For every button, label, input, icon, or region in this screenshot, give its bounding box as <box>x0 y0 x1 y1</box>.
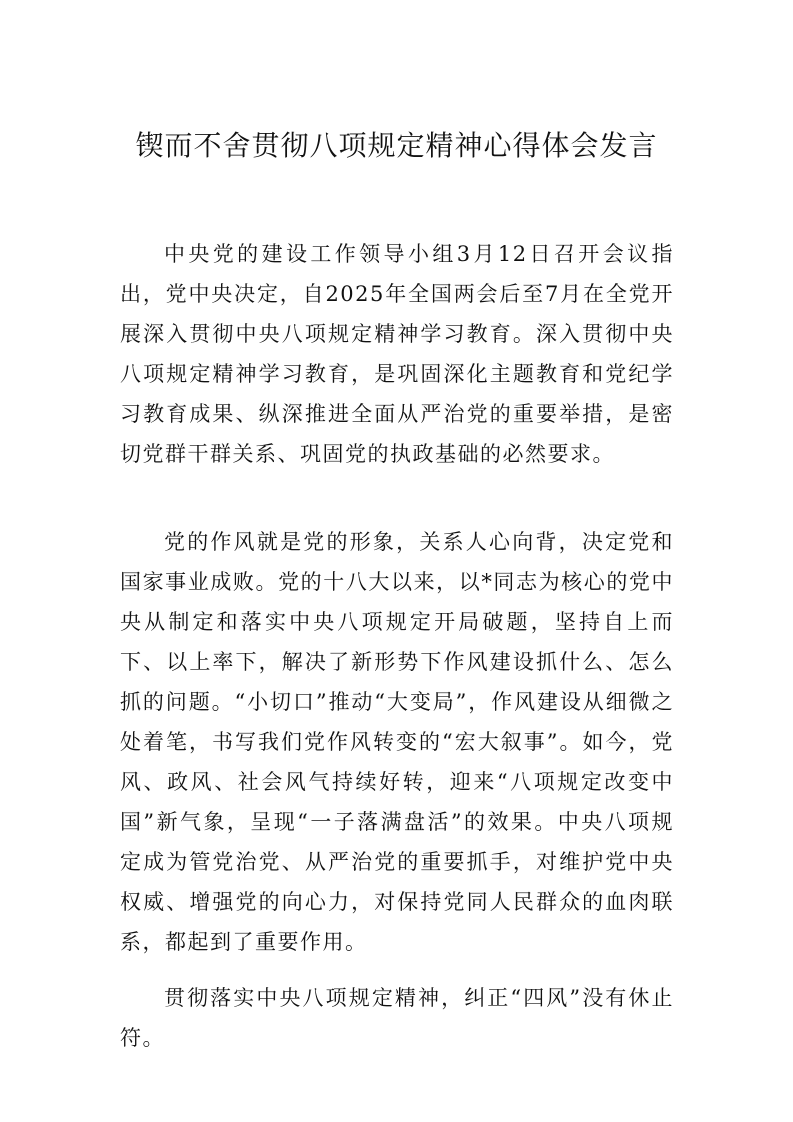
paragraph: 中央党的建设工作领导小组3月12日召开会议指出，党中央决定，自2025年全国两会后至7月在全党开展深入贯彻中央八项规定精神学习教育。深入贯彻中央八项规定精神学习教育，是巩固深化主题教育和党纪学习教育成果、纵深推进全面从严治党的重要举措，是密切党群干群关系、巩固党的执政基础的必然要求。 <box>120 242 674 466</box>
document-title: 锲而不舍贯彻八项规定精神心得体会发言 <box>135 129 658 162</box>
paragraph: 党的作风就是党的形象，关系人心向背，决定党和国家事业成败。党的十八大以来，以*同志为核心的党中央从制定和落实中央八项规定开局破题，坚持自上而下、以上率下，解决了新形势下作风建设抓什么、怎么抓的问题。“小切口”推动“大变局”，作风建设从细微之处着笔，书写我们党作风转变的“宏大叙事”。如今，党风、政风、社会风气持续好转，迎来“八项规定改变中国”新气象，呈现“一子落满盘活”的效果。中央八项规定成为管党治党、从严治党的重要抓手，对维护党中央权威、增强党的向心力，对保持党同人民群众的血肉联系，都起到了重要作用。 <box>120 530 674 954</box>
paragraph: 贯彻落实中央八项规定精神，纠正“四风”没有休止符。 <box>120 986 674 1050</box>
